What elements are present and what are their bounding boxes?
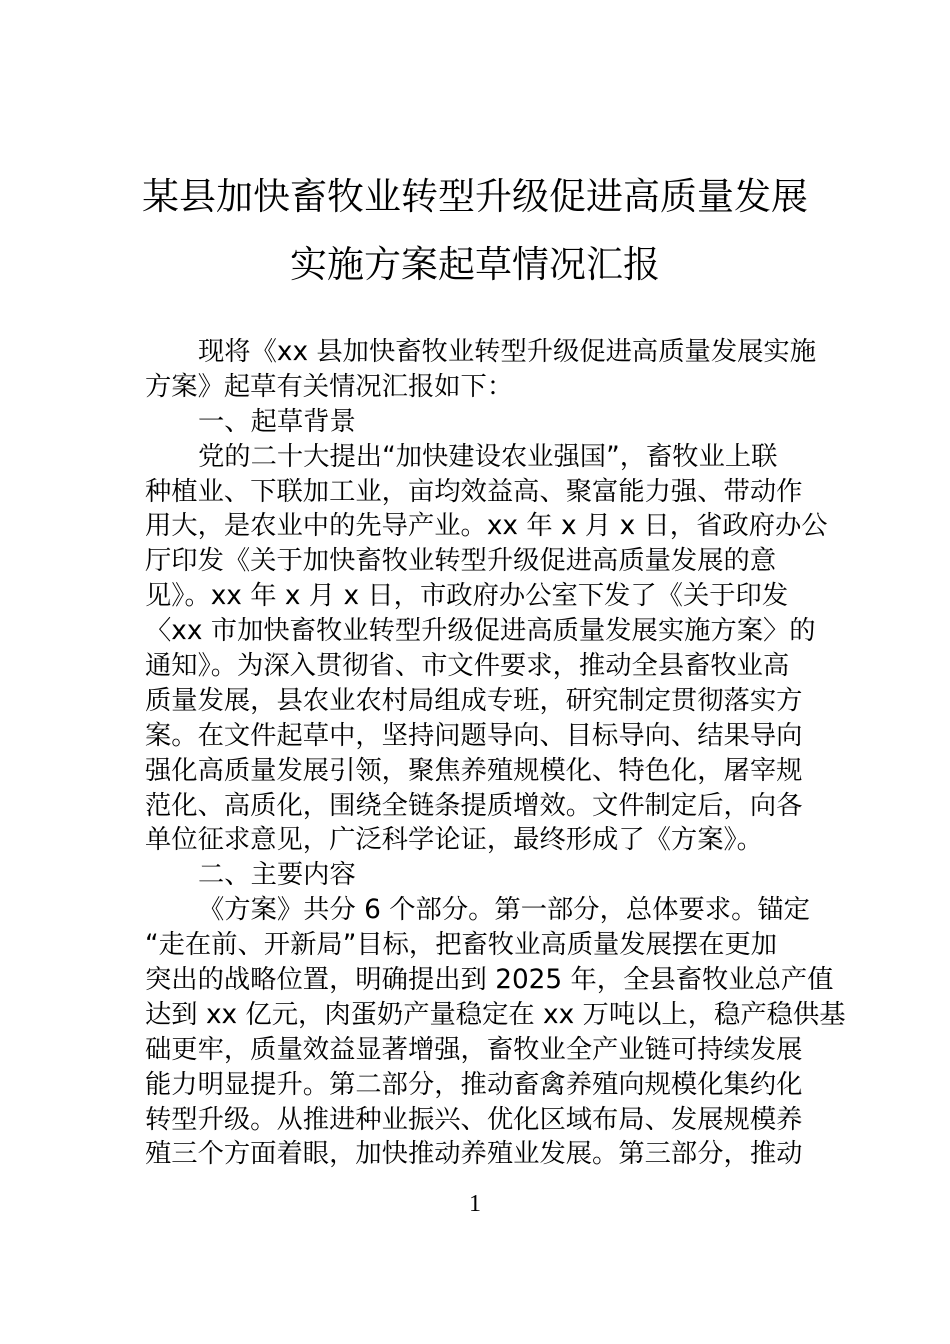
body-line: 厅印发《关于加快畜牧业转型升级促进高质量发展的意: [145, 546, 777, 577]
body-line: 党的二十大提出“加快建设农业强国”，畜牧业上联: [198, 441, 778, 472]
body-line: 质量发展，县农业农村局组成专班，研究制定贯彻落实方: [145, 685, 803, 716]
body-line: 突出的战略位置，明确提出到 2025 年，全县畜牧业总产值: [145, 965, 834, 996]
body-line: 用大，是农业中的先导产业。xx 年 x 月 x 日，省政府办公: [145, 511, 828, 542]
body-line: 〈xx 市加快畜牧业转型升级促进高质量发展实施方案〉的: [145, 616, 816, 647]
page-number: 1: [469, 1191, 481, 1217]
body-line: 《方案》共分 6 个部分。第一部分，总体要求。锚定: [198, 895, 810, 926]
body-line: 础更牢，质量效益显著增强，畜牧业全产业链可持续发展: [145, 1034, 803, 1065]
body-line: 单位征求意见，广泛科学论证，最终形成了《方案》。: [145, 825, 763, 856]
body-line: 范化、高质化，围绕全链条提质增效。文件制定后，向各: [145, 790, 803, 821]
body-line: 达到 xx 亿元，肉蛋奶产量稳定在 xx 万吨以上，稳产稳供基: [145, 999, 846, 1030]
document-body: [145, 335, 846, 1172]
body-line: 现将《xx 县加快畜牧业转型升级促进高质量发展实施: [198, 337, 817, 367]
body-line: 案。在文件起草中，坚持问题导向、目标导向、结果导向: [145, 720, 803, 751]
body-line: 能力明显提升。第二部分，推动畜禽养殖向规模化集约化: [145, 1069, 803, 1100]
body-line: 强化高质量发展引领，聚焦养殖规模化、特色化，屠宰规: [145, 755, 803, 786]
document-title-line-2: 实施方案起草情况汇报: [290, 243, 660, 286]
body-line: 转型升级。从推进种业振兴、优化区域布局、发展规模养: [145, 1104, 803, 1135]
section-heading: 一、起草背景: [198, 406, 356, 437]
section-heading: 二、主要内容: [198, 860, 356, 891]
body-line: 方案》起草有关情况汇报如下：: [145, 371, 514, 402]
body-line: “走在前、开新局”目标，把畜牧业高质量发展摆在更加: [145, 930, 778, 961]
body-line: 见》。xx 年 x 月 x 日，市政府办公室下发了《关于印发: [145, 581, 789, 612]
body-line: 种植业、下联加工业，亩均效益高、聚富能力强、带动作: [145, 476, 803, 507]
body-line: 殖三个方面着眼，加快推动养殖业发展。第三部分，推动: [145, 1139, 803, 1170]
document-title-line-1: 某县加快畜牧业转型升级促进高质量发展: [142, 175, 808, 218]
body-line: 通知》。为深入贯彻省、市文件要求，推动全县畜牧业高: [145, 651, 790, 682]
